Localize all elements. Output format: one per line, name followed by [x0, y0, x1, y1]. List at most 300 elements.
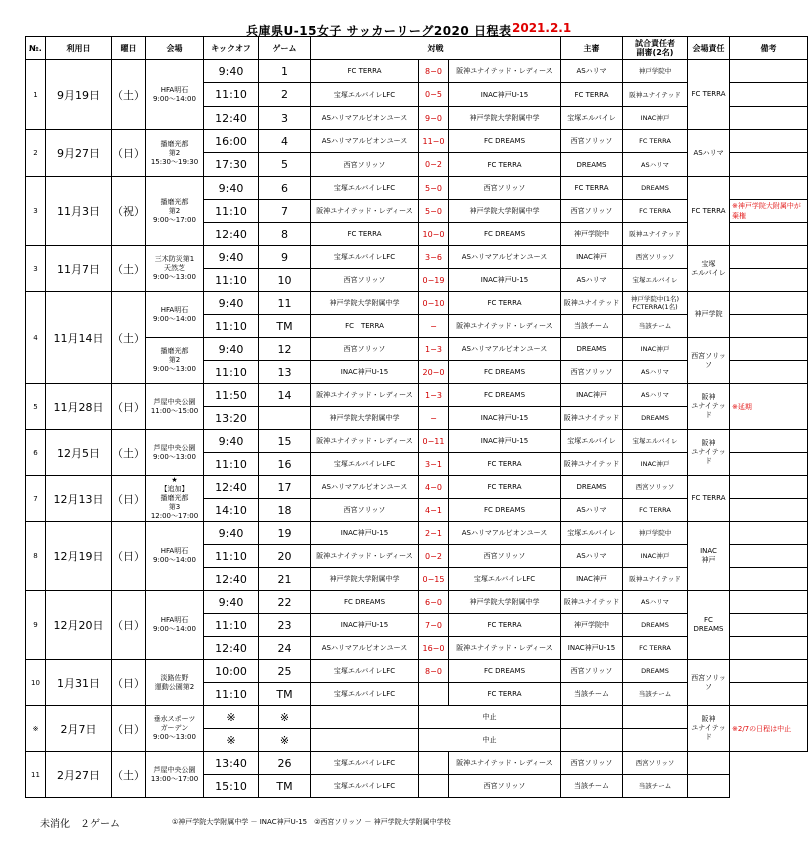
main-referee: 当該チーム — [561, 683, 623, 706]
remarks-cell — [730, 107, 808, 130]
game-number: 24 — [259, 637, 311, 660]
remarks-cell — [730, 315, 808, 338]
main-referee: ASハリマ — [561, 545, 623, 568]
venue-responsible: FC DREAMS — [688, 591, 730, 660]
column-header: 対戦 — [311, 37, 561, 60]
home-team: ASハリマアルビオンユース — [311, 130, 419, 153]
match-officials: FC TERRA — [623, 130, 688, 153]
away-team: 神戸学院大学附属中学 — [449, 200, 561, 223]
match-score: 6−0 — [419, 591, 449, 614]
away-team: INAC神戸U-15 — [449, 269, 561, 292]
match-score: 8−0 — [419, 660, 449, 683]
away-team: 西宮ソリッソ — [449, 177, 561, 200]
main-referee: 宝塚エルバイレ — [561, 522, 623, 545]
remarks-cell — [730, 637, 808, 660]
home-team — [311, 729, 419, 752]
day-number: 3 — [26, 177, 46, 246]
game-number: 16 — [259, 453, 311, 476]
remarks-cell — [730, 246, 808, 269]
match-officials: 西宮ソリッソ — [623, 476, 688, 499]
match-score: 5−0 — [419, 200, 449, 223]
main-referee: 阪神ユナイテッド — [561, 591, 623, 614]
day-number: ※ — [26, 706, 46, 752]
match-score: 0−10 — [419, 292, 449, 315]
match-score: 3−1 — [419, 453, 449, 476]
match-date: 9月27日 — [46, 130, 112, 177]
match-score — [419, 752, 449, 775]
match-cancelled: 中止 — [419, 729, 561, 752]
match-score: 1−3 — [419, 338, 449, 361]
kickoff-time: 12:40 — [204, 476, 259, 499]
away-team: 西宮ソリッソ — [449, 545, 561, 568]
kickoff-time: 11:10 — [204, 269, 259, 292]
column-header: キックオフ — [204, 37, 259, 60]
home-team: 宝塚エルバイレLFC — [311, 660, 419, 683]
match-score: − — [419, 315, 449, 338]
table-row — [26, 384, 808, 407]
home-team: INAC神戸U-15 — [311, 361, 419, 384]
remarks-cell — [730, 453, 808, 476]
match-score: 8−0 — [419, 60, 449, 83]
remarks-cell — [730, 522, 808, 545]
kickoff-time: 9:40 — [204, 292, 259, 315]
venue-responsible: 阪神 ユナイテッド — [688, 706, 730, 752]
kickoff-time: 11:10 — [204, 361, 259, 384]
day-of-week: （日） — [112, 130, 146, 177]
match-date: 2月7日 — [46, 706, 112, 752]
game-number: 17 — [259, 476, 311, 499]
match-officials: 当該チーム — [623, 775, 688, 798]
kickoff-time: 11:10 — [204, 683, 259, 706]
kickoff-time: 12:40 — [204, 637, 259, 660]
match-date: 11月28日 — [46, 384, 112, 430]
main-referee: ASハリマ — [561, 499, 623, 522]
home-team: 宝塚エルバイレLFC — [311, 683, 419, 706]
match-officials: FC TERRA — [623, 637, 688, 660]
away-team: ASハリマアルビオンユース — [449, 522, 561, 545]
remarks-cell — [688, 752, 730, 775]
venue-cell: 播磨光都 第2 9:00～13:00 — [146, 338, 204, 384]
match-officials: 当該チーム — [623, 683, 688, 706]
day-of-week: （祝） — [112, 177, 146, 246]
main-referee: 神戸学院中 — [561, 223, 623, 246]
away-team: FC DREAMS — [449, 130, 561, 153]
away-team: FC DREAMS — [449, 384, 561, 407]
match-score: 2−1 — [419, 522, 449, 545]
match-date: 12月19日 — [46, 522, 112, 591]
home-team: 西宮ソリッソ — [311, 269, 419, 292]
match-officials: INAC神戸 — [623, 545, 688, 568]
away-team: ASハリマアルビオンユース — [449, 246, 561, 269]
match-officials: INAC神戸 — [623, 338, 688, 361]
main-referee: INAC神戸 — [561, 568, 623, 591]
match-score: 16−0 — [419, 637, 449, 660]
match-officials: DREAMS — [623, 407, 688, 430]
kickoff-time: 9:40 — [204, 591, 259, 614]
kickoff-time: 15:10 — [204, 775, 259, 798]
remarks-cell — [730, 83, 808, 107]
column-header: №. — [26, 37, 46, 60]
remarks-cell — [730, 683, 808, 706]
match-score: 0−11 — [419, 430, 449, 453]
remarks-cell — [730, 269, 808, 292]
away-team: 阪神ユナイテッド・レディース — [449, 637, 561, 660]
home-team: 西宮ソリッソ — [311, 153, 419, 177]
match-officials: 宝塚エルバイレ — [623, 430, 688, 453]
venue-responsible: 西宮ソリッソ — [688, 660, 730, 706]
day-of-week: （土） — [112, 246, 146, 292]
match-date: 12月5日 — [46, 430, 112, 476]
venue-responsible: FC TERRA — [688, 476, 730, 522]
match-officials: 神戸学院中 — [623, 60, 688, 83]
kickoff-time: 12:40 — [204, 223, 259, 246]
home-team: 神戸学院大学附属中学 — [311, 407, 419, 430]
table-row — [26, 706, 808, 729]
kickoff-time: 14:10 — [204, 499, 259, 522]
table-row — [26, 130, 808, 153]
match-score: 0−5 — [419, 83, 449, 107]
away-team: INAC神戸U-15 — [449, 83, 561, 107]
home-team: 宝塚エルバイレLFC — [311, 453, 419, 476]
venue-cell: 三木防災第1 天然芝 9:00～13:00 — [146, 246, 204, 292]
venue-cell: ★ 【追加】 播磨光都 第3 12:00～17:00 — [146, 476, 204, 522]
remarks-cell — [730, 292, 808, 315]
home-team: ASハリマアルビオンユース — [311, 107, 419, 130]
remarks-cell — [730, 476, 808, 499]
venue-responsible: 神戸学院 — [688, 292, 730, 338]
kickoff-time: ※ — [204, 729, 259, 752]
kickoff-time: 11:10 — [204, 614, 259, 637]
remarks-cell — [730, 568, 808, 591]
main-referee: 阪神ユナイテッド — [561, 292, 623, 315]
match-officials: DREAMS — [623, 614, 688, 637]
day-of-week: （土） — [112, 292, 146, 384]
match-officials: DREAMS — [623, 177, 688, 200]
home-team: 宝塚エルバイレLFC — [311, 752, 419, 775]
away-team: 宝塚エルバイレLFC — [449, 568, 561, 591]
remarks-cell — [730, 591, 808, 614]
main-referee: DREAMS — [561, 338, 623, 361]
away-team: 神戸学院大学附属中学 — [449, 591, 561, 614]
venue-responsible: 阪神 ユナイテッド — [688, 430, 730, 476]
main-referee: 当該チーム — [561, 775, 623, 798]
match-score: 1−3 — [419, 384, 449, 407]
day-of-week: （日） — [112, 660, 146, 706]
match-officials: 西宮ソリッソ — [623, 246, 688, 269]
main-referee: 当該チーム — [561, 315, 623, 338]
game-number: 8 — [259, 223, 311, 246]
game-number: 7 — [259, 200, 311, 223]
table-row — [26, 60, 808, 83]
main-referee: 西宮ソリッソ — [561, 130, 623, 153]
away-team: FC DREAMS — [449, 361, 561, 384]
day-number: 11 — [26, 752, 46, 798]
away-team: 神戸学院大学附属中学 — [449, 107, 561, 130]
away-team: FC TERRA — [449, 476, 561, 499]
day-number: 8 — [26, 522, 46, 591]
match-officials: ASハリマ — [623, 153, 688, 177]
match-date: 9月19日 — [46, 60, 112, 130]
kickoff-time: 13:20 — [204, 407, 259, 430]
remarks-cell — [730, 361, 808, 384]
table-row — [26, 660, 808, 683]
kickoff-time: 10:00 — [204, 660, 259, 683]
day-of-week: （土） — [112, 430, 146, 476]
day-of-week: （日） — [112, 384, 146, 430]
game-number: 3 — [259, 107, 311, 130]
kickoff-time: 11:10 — [204, 83, 259, 107]
match-score: 3−6 — [419, 246, 449, 269]
remarks-cell: ※延期 — [730, 384, 808, 430]
home-team: ASハリマアルビオンユース — [311, 637, 419, 660]
table-row — [26, 476, 808, 499]
day-of-week: （日） — [112, 522, 146, 591]
table-row — [26, 591, 808, 614]
game-number: 2 — [259, 83, 311, 107]
table-row — [26, 522, 808, 545]
away-team: FC TERRA — [449, 292, 561, 315]
away-team: FC TERRA — [449, 683, 561, 706]
venue-cell: 播磨光都 第2 15:30～19:30 — [146, 130, 204, 177]
home-team: FC TERRA — [311, 315, 419, 338]
home-team: 西宮ソリッソ — [311, 338, 419, 361]
venue-responsible: INAC 神戸 — [688, 522, 730, 591]
venue-cell: 垂水スポーツ ガーデン 9:00～13:00 — [146, 706, 204, 752]
match-date: 12月20日 — [46, 591, 112, 660]
home-team: ASハリマアルビオンユース — [311, 476, 419, 499]
remarks-cell — [730, 153, 808, 177]
remarks-cell — [688, 775, 730, 798]
game-number: 18 — [259, 499, 311, 522]
game-number: 1 — [259, 60, 311, 83]
table-row — [26, 177, 808, 200]
venue-responsible: 宝塚 エルバイレ — [688, 246, 730, 292]
day-of-week: （日） — [112, 476, 146, 522]
page-title: 兵庫県U-15女子 サッカーリーグ2020 日程表 — [246, 24, 512, 38]
match-date: 11月3日 — [46, 177, 112, 246]
remarks-cell — [730, 660, 808, 683]
venue-responsible: FC TERRA — [688, 177, 730, 246]
kickoff-time: 11:10 — [204, 545, 259, 568]
match-officials: 西宮ソリッソ — [623, 752, 688, 775]
venue-cell: 芦屋中央公園 11:00～15:00 — [146, 384, 204, 430]
match-officials: 神戸学院中(1名) FCTERRA(1名) — [623, 292, 688, 315]
remarks-cell — [730, 130, 808, 153]
away-team: ASハリマアルビオンユース — [449, 338, 561, 361]
home-team: 阪神ユナイテッド・レディース — [311, 545, 419, 568]
match-officials: 阪神ユナイテッド — [623, 223, 688, 246]
game-number: 23 — [259, 614, 311, 637]
day-number: 1 — [26, 60, 46, 130]
venue-cell: HFA明石 9:00～14:00 — [146, 591, 204, 660]
day-of-week: （日） — [112, 591, 146, 660]
game-number: 26 — [259, 752, 311, 775]
day-number: 6 — [26, 430, 46, 476]
match-officials: ASハリマ — [623, 361, 688, 384]
match-score: − — [419, 407, 449, 430]
game-number: TM — [259, 775, 311, 798]
kickoff-time: 9:40 — [204, 177, 259, 200]
home-team — [311, 706, 419, 729]
game-number: 15 — [259, 430, 311, 453]
game-number: 22 — [259, 591, 311, 614]
venue-cell: HFA明石 9:00～14:00 — [146, 60, 204, 130]
main-referee: 阪神ユナイテッド — [561, 407, 623, 430]
kickoff-time: 11:50 — [204, 384, 259, 407]
home-team: FC TERRA — [311, 223, 419, 246]
match-score: 7−0 — [419, 614, 449, 637]
match-officials: INAC神戸 — [623, 453, 688, 476]
away-team: 西宮ソリッソ — [449, 775, 561, 798]
match-date: 11月14日 — [46, 292, 112, 384]
home-team: 宝塚エルバイレLFC — [311, 775, 419, 798]
venue-responsible: 阪神 ユナイテッド — [688, 384, 730, 430]
column-header: 曜日 — [112, 37, 146, 60]
venue-responsible: 西宮ソリッソ — [688, 338, 730, 384]
away-team: 阪神ユナイテッド・レディース — [449, 752, 561, 775]
home-team: 阪神ユナイテッド・レディース — [311, 430, 419, 453]
home-team: 西宮ソリッソ — [311, 499, 419, 522]
match-score: 10−0 — [419, 223, 449, 246]
main-referee: INAC神戸 — [561, 384, 623, 407]
away-team: FC DREAMS — [449, 499, 561, 522]
main-referee: INAC神戸U-15 — [561, 637, 623, 660]
match-date: 2月27日 — [46, 752, 112, 798]
game-number: 11 — [259, 292, 311, 315]
kickoff-time: ※ — [204, 706, 259, 729]
game-number: TM — [259, 315, 311, 338]
match-officials: FC TERRA — [623, 499, 688, 522]
main-referee — [561, 706, 623, 729]
kickoff-time: 11:10 — [204, 315, 259, 338]
table-row — [26, 430, 808, 453]
match-officials: ASハリマ — [623, 384, 688, 407]
home-team: INAC神戸U-15 — [311, 522, 419, 545]
match-officials: 神戸学院中 — [623, 522, 688, 545]
column-header: 利用日 — [46, 37, 112, 60]
kickoff-time: 12:40 — [204, 107, 259, 130]
away-team: FC TERRA — [449, 453, 561, 476]
remarks-cell — [730, 499, 808, 522]
match-score: 20−0 — [419, 361, 449, 384]
home-team: 阪神ユナイテッド・レディース — [311, 200, 419, 223]
match-date: 12月13日 — [46, 476, 112, 522]
main-referee — [561, 729, 623, 752]
day-number: 7 — [26, 476, 46, 522]
kickoff-time: 11:10 — [204, 200, 259, 223]
venue-cell: 芦屋中央公園 13:00～17:00 — [146, 752, 204, 798]
match-score: 0−19 — [419, 269, 449, 292]
table-row — [26, 292, 808, 315]
main-referee: FC TERRA — [561, 83, 623, 107]
day-of-week: （土） — [112, 752, 146, 798]
main-referee: DREAMS — [561, 153, 623, 177]
remarks-cell — [730, 177, 808, 200]
kickoff-time: 13:40 — [204, 752, 259, 775]
kickoff-time: 9:40 — [204, 246, 259, 269]
game-number — [259, 407, 311, 430]
day-number: 10 — [26, 660, 46, 706]
away-team: INAC神戸U-15 — [449, 407, 561, 430]
match-date: 1月31日 — [46, 660, 112, 706]
home-team: 神戸学院大学附属中学 — [311, 292, 419, 315]
game-number: 4 — [259, 130, 311, 153]
match-score: 4−0 — [419, 476, 449, 499]
home-team: 宝塚エルバイレLFC — [311, 83, 419, 107]
match-score: 4−1 — [419, 499, 449, 522]
table-row — [26, 246, 808, 269]
away-team: 阪神ユナイテッド・レディース — [449, 60, 561, 83]
day-number: 5 — [26, 384, 46, 430]
match-score: 5−0 — [419, 177, 449, 200]
match-score: 0−2 — [419, 545, 449, 568]
match-date: 11月7日 — [46, 246, 112, 292]
game-number: 5 — [259, 153, 311, 177]
venue-cell: HFA明石 9:00～14:00 — [146, 292, 204, 338]
main-referee: 神戸学院中 — [561, 614, 623, 637]
day-number: 9 — [26, 591, 46, 660]
home-team: FC DREAMS — [311, 591, 419, 614]
game-number: ※ — [259, 729, 311, 752]
remarks-cell — [730, 223, 808, 246]
away-team: FC TERRA — [449, 153, 561, 177]
main-referee: 西宮ソリッソ — [561, 660, 623, 683]
main-referee: DREAMS — [561, 476, 623, 499]
remaining-matches: ①神戸学院大学附属中学 － INAC神戸U-15 ②西宮ソリッソ － 神戸学院大学附属中学校 — [172, 818, 451, 826]
match-officials: DREAMS — [623, 660, 688, 683]
home-team: 阪神ユナイテッド・レディース — [311, 384, 419, 407]
column-header: ゲーム — [259, 37, 311, 60]
game-number: 6 — [259, 177, 311, 200]
match-score — [419, 683, 449, 706]
kickoff-time: 9:40 — [204, 522, 259, 545]
remarks-cell: ※神戸学院大附属中が棄権 — [730, 200, 808, 223]
match-officials: 阪神ユナイテッド — [623, 83, 688, 107]
home-team: INAC神戸U-15 — [311, 614, 419, 637]
kickoff-time: 9:40 — [204, 60, 259, 83]
kickoff-time: 9:40 — [204, 430, 259, 453]
away-team: FC DREAMS — [449, 660, 561, 683]
away-team: FC DREAMS — [449, 223, 561, 246]
home-team: 神戸学院大学附属中学 — [311, 568, 419, 591]
match-cancelled: 中止 — [419, 706, 561, 729]
game-number: 9 — [259, 246, 311, 269]
game-number: 19 — [259, 522, 311, 545]
game-number: TM — [259, 683, 311, 706]
match-officials: 当該チーム — [623, 315, 688, 338]
kickoff-time: 11:10 — [204, 453, 259, 476]
game-number: ※ — [259, 706, 311, 729]
main-referee: 宝塚エルバイレ — [561, 107, 623, 130]
match-score — [419, 775, 449, 798]
table-row — [26, 752, 808, 775]
remarks-cell — [730, 614, 808, 637]
document-date: 2021.2.1 — [512, 21, 572, 35]
venue-responsible: ASハリマ — [688, 130, 730, 177]
remarks-cell: ※2/7の日程は中止 — [730, 706, 808, 752]
column-header: 備考 — [730, 37, 808, 60]
venue-cell: 芦屋中央公園 9:00～13:00 — [146, 430, 204, 476]
match-officials — [623, 729, 688, 752]
match-officials: INAC神戸 — [623, 107, 688, 130]
kickoff-time: 17:30 — [204, 153, 259, 177]
match-officials: FC TERRA — [623, 200, 688, 223]
game-number: 14 — [259, 384, 311, 407]
remarks-cell — [730, 338, 808, 361]
day-of-week: （日） — [112, 706, 146, 752]
kickoff-time: 16:00 — [204, 130, 259, 153]
kickoff-time: 12:40 — [204, 568, 259, 591]
